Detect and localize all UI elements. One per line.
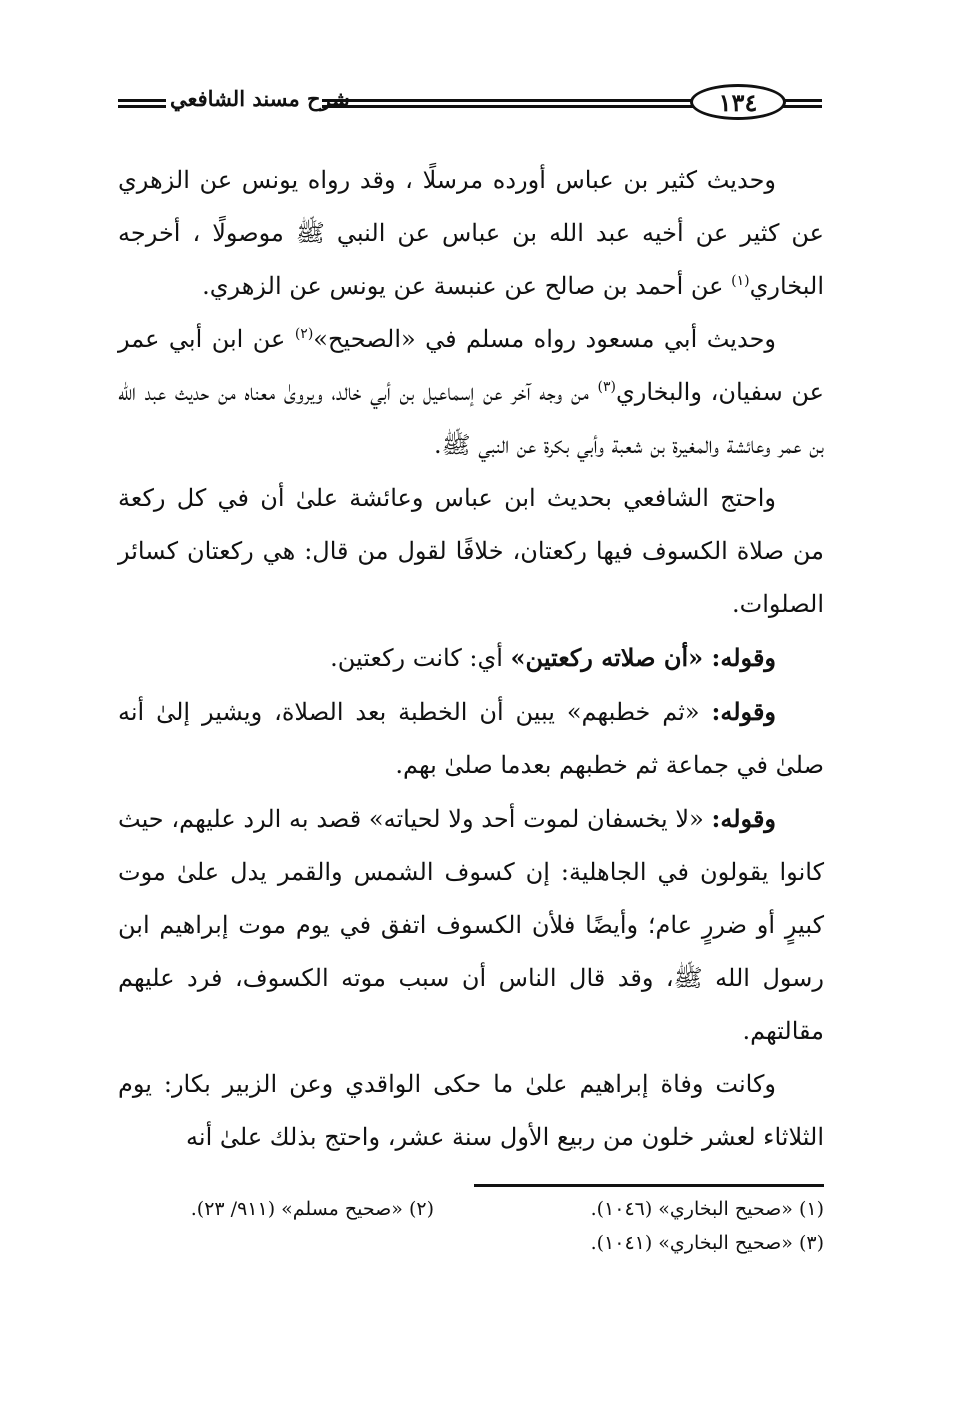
- footnote-row: [118, 1198, 824, 1232]
- paragraph-5: وقوله: «ثم خطبهم» يبين أن الخطبة بعد الصلاة، ويشير إلىٰ أنه صلىٰ في جماعة ثم خطبهم بعدما صلىٰ بهم.: [118, 697, 824, 779]
- header-rule-right: [784, 99, 822, 108]
- footnote-1: (١) «صحيح البخاري» (١٠٤٦).: [590, 1198, 824, 1220]
- running-header: [118, 84, 822, 122]
- paragraph-6: وقوله: «لا يخسفان لموت أحد ولا لحياته» قصد به الرد عليهم، حيث كانوا يقولون في الجاهلية: إن كسوف الشمس والقمر يدل علىٰ موت كبيرٍ أو ضررٍ عام؛ وأيضًا فلأن الكسوف اتفق في يوم موت إبراهيم ابن رسول الله ﷺ، وقد قال الناس أن سبب موته الكسوف، فرد عليهم مقالتهم.: [118, 804, 824, 1045]
- quote-label: وقوله:: [711, 804, 776, 833]
- footnote-separator: [474, 1184, 824, 1187]
- footnote-ref-2: (٢): [294, 326, 314, 342]
- footnote-2: (٢) «صحيح مسلم» (٩١١/ ٢٣).: [190, 1198, 434, 1220]
- header-title: شرح مسند الشافعي: [170, 86, 350, 111]
- quote-label: وقوله:: [711, 697, 776, 726]
- paragraph-4: وقوله: «أن صلاته ركعتين» أي: كانت ركعتين.: [330, 643, 776, 672]
- paragraph-3: واحتج الشافعي بحديث ابن عباس وعائشة علىٰ أن في كل ركعة من صلاة الكسوف فيها ركعتان، خلافًا لقول من قال: هي ركعتان كسائر الصلوات.: [118, 484, 824, 618]
- page-number-badge: ١٣٤: [690, 84, 786, 120]
- footnote-row: [118, 1232, 824, 1266]
- footnote-3: (٣) «صحيح البخاري» (١٠٤١).: [590, 1232, 824, 1254]
- paragraph-1: وحديث كثير بن عباس أورده مرسلًا ، وقد رواه يونس عن الزهري عن كثير عن أخيه عبد الله بن عباس عن النبي ﷺ موصولًا ، أخرجه البخاري$^{(١)}$ عن أحمد بن صالح عن عنبسة عن يونس عن الزهري.: [118, 166, 824, 300]
- main-text: [118, 154, 824, 1164]
- quote-label: وقوله:: [711, 643, 776, 672]
- footnote-ref-3: (٣): [597, 379, 616, 395]
- quoted-phrase: «أن صلاته ركعتين»: [510, 643, 712, 672]
- footnote-ref-1: (١): [731, 273, 750, 289]
- paragraph-2: وحديث أبي مسعود رواه مسلم في «الصحيح»$^{(٢)}$ عن ابن أبي عمر عن سفيان، والبخاري$^{(٣)}$ من وجه آخر عن إسماعيل بن أبي خالد، ويروىٰ معناه من حديث عبد الله بن عمر وعائشة والمغيرة بن شعبة وأبي بكرة عن النبي ﷺ.: [118, 325, 824, 459]
- footnotes: [118, 1198, 824, 1266]
- paragraph-7: وكانت وفاة إبراهيم علىٰ ما حكى الواقدي وعن الزبير بكار: يوم الثلاثاء لعشر خلون من ربيع الأول سنة عشر، واحتج بذلك علىٰ أنه: [118, 1070, 824, 1151]
- header-rule-left: [118, 99, 166, 108]
